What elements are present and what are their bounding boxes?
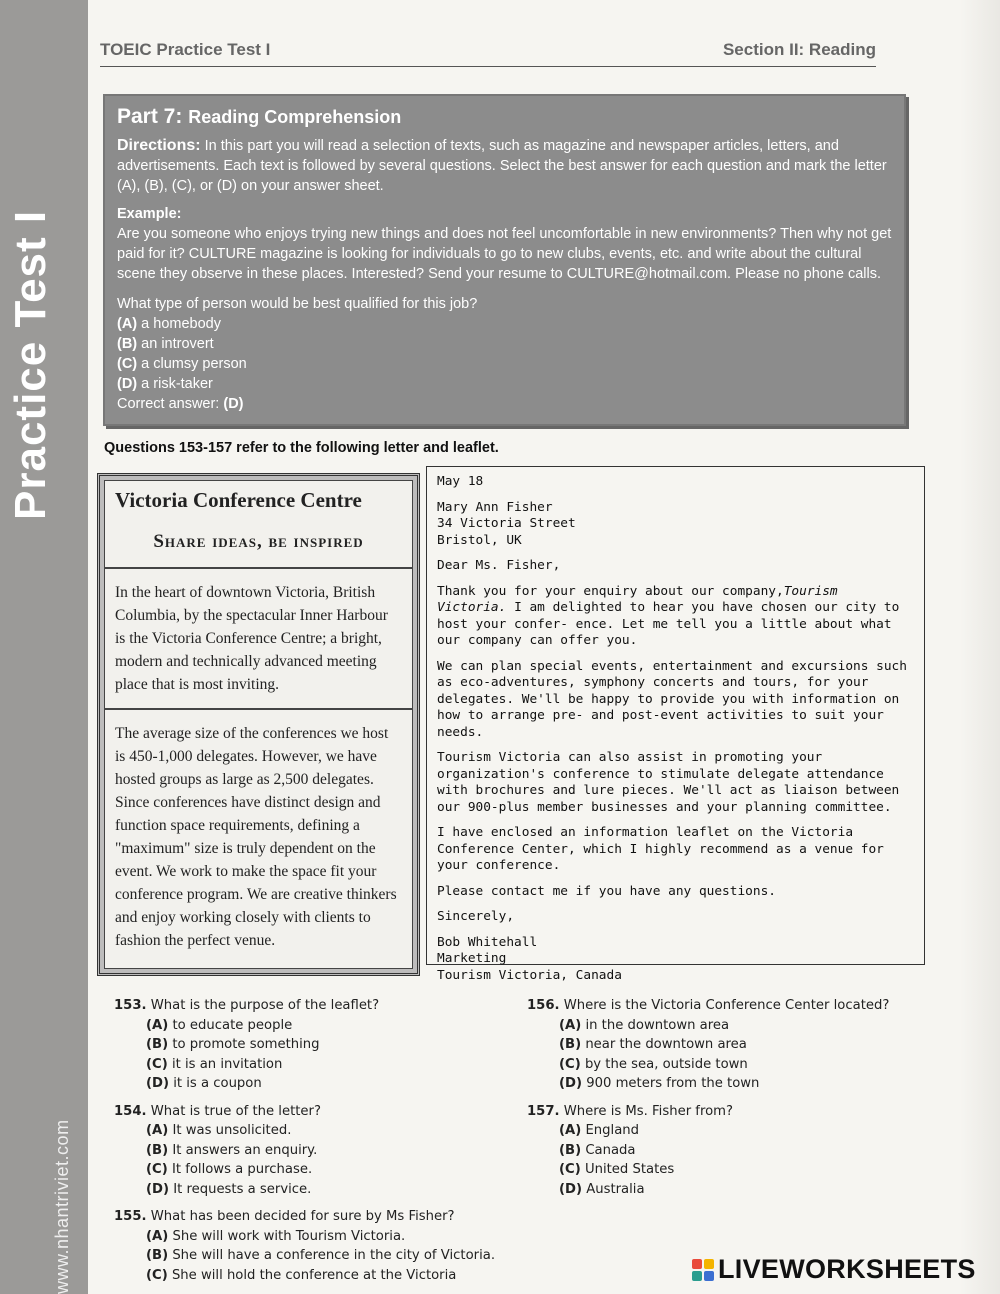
- question-number: 153.: [114, 998, 147, 1013]
- part-title: [117, 104, 892, 130]
- question-number: 155.: [114, 1209, 147, 1224]
- answer-option-letter: (D): [559, 1181, 583, 1197]
- letter-p1-rest: I am delighted to hear you have chosen our city to host your confer- ence. Let me tell you a little about what our company can offer you.: [437, 600, 900, 648]
- page-edge-shadow: [960, 0, 1000, 1294]
- side-band: [0, 0, 88, 1294]
- question-stem: [527, 1102, 897, 1122]
- part7-directions-box: [103, 94, 906, 426]
- questions-right-column: [527, 996, 897, 1207]
- letter-signer-org: Tourism Victoria, Canada: [437, 967, 622, 983]
- answer-option[interactable]: [114, 1246, 514, 1266]
- question-stem: [114, 1207, 514, 1227]
- example-label: Example:: [117, 206, 182, 222]
- answer-option-letter: (A): [146, 1123, 169, 1138]
- answer-option-text: Canada: [585, 1142, 636, 1158]
- answer-option[interactable]: [527, 1141, 897, 1161]
- letter-closing: Sincerely,: [437, 909, 515, 924]
- question-text: Where is Ms. Fisher from?: [563, 1103, 733, 1119]
- letter-signer: Bob Whitehall: [437, 934, 538, 950]
- question-item: [527, 1102, 897, 1200]
- answer-option-text: to promote something: [172, 1037, 320, 1052]
- liveworksheets-logo-icon: [692, 1259, 714, 1281]
- answer-option-text: It was unsolicited.: [172, 1123, 292, 1138]
- example-option-letter: (A): [117, 316, 138, 332]
- answer-option-letter: (A): [146, 1017, 169, 1033]
- liveworksheets-text: LIVEWORKSHEETS: [718, 1254, 976, 1284]
- side-vertical-title: Practice Test I: [6, 209, 55, 520]
- answer-option-letter: (D): [559, 1076, 583, 1091]
- question-text: What has been decided for sure by Ms Fisher?: [150, 1209, 455, 1224]
- answer-option-text: It follows a purchase.: [171, 1162, 313, 1177]
- answer-option-text: 900 meters from the town: [586, 1076, 760, 1091]
- answer-option-letter: (A): [559, 1017, 582, 1033]
- question-item: [114, 996, 514, 1094]
- answer-option[interactable]: [114, 1121, 514, 1141]
- side-url: www.nhantriviet.com: [52, 1119, 72, 1294]
- example-option: [117, 354, 892, 374]
- letter-paragraph-1: [437, 584, 914, 650]
- leaflet-slogan: Share ideas, be inspired: [153, 531, 364, 552]
- page-header: [100, 40, 876, 67]
- example-option-letter: (B): [117, 336, 138, 352]
- question-text: Where is the Victoria Conference Center located?: [563, 998, 890, 1013]
- letter-paragraph-2: We can plan special events, entertainment and excursions such as eco-adventures, symphony concerts and tours, for your delegates. We'll be happy to provide you with information on how to arrange pre- and post-event activities to suit your needs.: [437, 658, 907, 740]
- question-stem: [114, 996, 514, 1016]
- answer-option-letter: (C): [146, 1162, 168, 1177]
- answer-option-letter: (C): [146, 1056, 168, 1072]
- letter: [426, 466, 925, 983]
- answer-option-letter: (C): [559, 1056, 581, 1072]
- questions-intro: Questions 153-157 refer to the following letter and leaflet.: [104, 440, 499, 456]
- answer-option[interactable]: [114, 1160, 514, 1180]
- answer-option[interactable]: [114, 1035, 514, 1055]
- correct-answer: [117, 394, 892, 414]
- question-text: What is the purpose of the leaflet?: [150, 998, 380, 1013]
- letter-p1-start: Thank you for your enquiry about our company,: [437, 583, 784, 599]
- answer-option-letter: (C): [559, 1162, 581, 1177]
- answer-option-text: it is an invitation: [171, 1056, 283, 1072]
- answer-option-text: England: [585, 1123, 640, 1138]
- answer-option-text: by the sea, outside town: [584, 1056, 748, 1072]
- answer-option[interactable]: [527, 1121, 897, 1141]
- answer-option-text: Australia: [586, 1181, 645, 1197]
- question-item: [114, 1207, 514, 1285]
- answer-option[interactable]: [527, 1074, 897, 1094]
- question-item: [114, 1102, 514, 1200]
- leaflet-divider: [105, 567, 412, 569]
- answer-option-text: in the downtown area: [585, 1017, 730, 1033]
- letter-recipient-name: Mary Ann Fisher: [437, 499, 553, 515]
- answer-option[interactable]: [114, 1074, 514, 1094]
- example-option-letter: (C): [117, 356, 138, 372]
- answer-option-text: United States: [584, 1162, 675, 1177]
- letter-date: May 18: [437, 474, 484, 489]
- answer-option[interactable]: [114, 1180, 514, 1200]
- answer-option[interactable]: [527, 1180, 897, 1200]
- answer-option[interactable]: [114, 1227, 514, 1247]
- answer-option-text: to educate people: [172, 1017, 293, 1033]
- leaflet-title: Victoria Conference Centre: [115, 488, 362, 512]
- example-text: Are you someone who enjoys trying new things and does not feel uncomfortable in new environments? Then why not get paid for it? CULTURE magazine is looking for individuals to go to new clubs, events, etc. and write about the cultural scene they observe in these places. Interested? Send your resume to CULTURE@hotmail.com. Please no phone calls.: [117, 226, 892, 282]
- answer-option-text: She will have a conference in the city of Victoria.: [172, 1248, 496, 1263]
- answer-option-letter: (B): [559, 1142, 582, 1158]
- correct-answer-label: Correct answer:: [117, 396, 220, 412]
- letter-recipient-city: Bristol, UK: [437, 532, 522, 548]
- question-item: [527, 996, 897, 1094]
- letter-signer-dept: Marketing: [437, 951, 507, 966]
- part-title-sub: Reading Comprehension: [188, 107, 402, 127]
- leaflet-content: [104, 480, 413, 969]
- example-option: [117, 334, 892, 354]
- directions-label: Directions:: [117, 137, 201, 154]
- example-options: [117, 314, 892, 394]
- question-stem: [527, 996, 897, 1016]
- header-section-title: Section II: Reading: [722, 40, 876, 59]
- answer-option-letter: (D): [146, 1181, 170, 1197]
- answer-option-letter: (A): [146, 1228, 169, 1244]
- example-option-text: a homebody: [141, 316, 221, 332]
- answer-option[interactable]: [527, 1035, 897, 1055]
- answer-option-text: She will work with Tourism Victoria.: [172, 1228, 406, 1244]
- answer-option-text: it is a coupon: [173, 1076, 262, 1091]
- leaflet-paragraph-1: In the heart of downtown Victoria, British Columbia, by the spectacular Inner Harbour is the Victoria Conference Centre; a bright, modern and technically advanced meeting place that is most inviting.: [115, 584, 388, 693]
- questions-left-column: [114, 996, 514, 1293]
- leaflet-paragraph-2: The average size of the conferences we host is 450-1,000 delegates. However, we have hosted groups as large as 2,500 delegates. Since conferences have distinct design and function space requirements, defining a "maximum" size is truly dependent on the event. We work to make the space fit your conference program. We are creative thinkers and enjoy working closely with clients to fashion the perfect venue.: [115, 725, 397, 949]
- example-option: [117, 314, 892, 334]
- directions-text: In this part you will read a selection of texts, such as magazine and newspaper articles, letters, and advertisements. Each text is followed by several questions. Select the best answer for each question and mark the letter (A), (B), (C), or (D) on your answer sheet.: [117, 138, 887, 194]
- directions: [117, 136, 892, 196]
- example-option-text: a clumsy person: [141, 356, 247, 372]
- answer-option[interactable]: [527, 1016, 897, 1036]
- answer-option[interactable]: [114, 1016, 514, 1036]
- letter-p1-company: Tourism Victoria.: [437, 583, 838, 615]
- answer-option-letter: (B): [559, 1037, 582, 1052]
- letter-salutation: Dear Ms. Fisher,: [437, 558, 561, 573]
- example-option-text: an introvert: [141, 336, 214, 352]
- answer-option-letter: (B): [146, 1142, 169, 1158]
- example-option-letter: (D): [117, 376, 138, 392]
- example-option-text: a risk-taker: [141, 376, 213, 392]
- question-number: 154.: [114, 1103, 147, 1119]
- letter-recipient-street: 34 Victoria Street: [437, 516, 576, 531]
- question-stem: [114, 1102, 514, 1122]
- answer-option-text: It requests a service.: [173, 1181, 312, 1197]
- question-number: 157.: [527, 1103, 560, 1119]
- letter-paragraph-3: Tourism Victoria can also assist in promoting your organization's conference to stimulate delegate attendance with brochures and lure pieces. We'll act as liaison between our 900-plus member businesses and your planning committee.: [437, 750, 900, 815]
- answer-option[interactable]: [114, 1266, 514, 1286]
- answer-option-letter: (A): [559, 1123, 582, 1138]
- example-question: What type of person would be best qualified for this job?: [117, 296, 478, 312]
- leaflet: [97, 473, 420, 976]
- answer-option-letter: (B): [146, 1248, 169, 1263]
- liveworksheets-watermark: [692, 1254, 976, 1285]
- example-option: [117, 374, 892, 394]
- letter-paragraph-5: Please contact me if you have any questions.: [437, 883, 776, 899]
- answer-option-text: She will hold the conference at the Victoria: [171, 1267, 457, 1283]
- answer-option-text: near the downtown area: [585, 1037, 747, 1052]
- answer-option-letter: (D): [146, 1076, 170, 1091]
- question-number: 156.: [527, 998, 560, 1013]
- part-title-main: Part 7:: [117, 105, 183, 128]
- answer-option-letter: (B): [146, 1037, 169, 1052]
- answer-option-text: It answers an enquiry.: [172, 1142, 318, 1158]
- letter-paragraph-4: I have enclosed an information leaflet on the Victoria Conference Center, which I highly recommend as a venue for your conference.: [437, 825, 884, 873]
- header-test-title: TOEIC Practice Test I: [100, 40, 271, 59]
- answer-option-letter: (C): [146, 1267, 168, 1283]
- answer-option[interactable]: [114, 1055, 514, 1075]
- answer-option[interactable]: [527, 1055, 897, 1075]
- question-text: What is true of the letter?: [150, 1103, 321, 1119]
- answer-option[interactable]: [527, 1160, 897, 1180]
- correct-answer-value: (D): [223, 396, 244, 412]
- answer-option[interactable]: [114, 1141, 514, 1161]
- leaflet-divider: [105, 708, 412, 710]
